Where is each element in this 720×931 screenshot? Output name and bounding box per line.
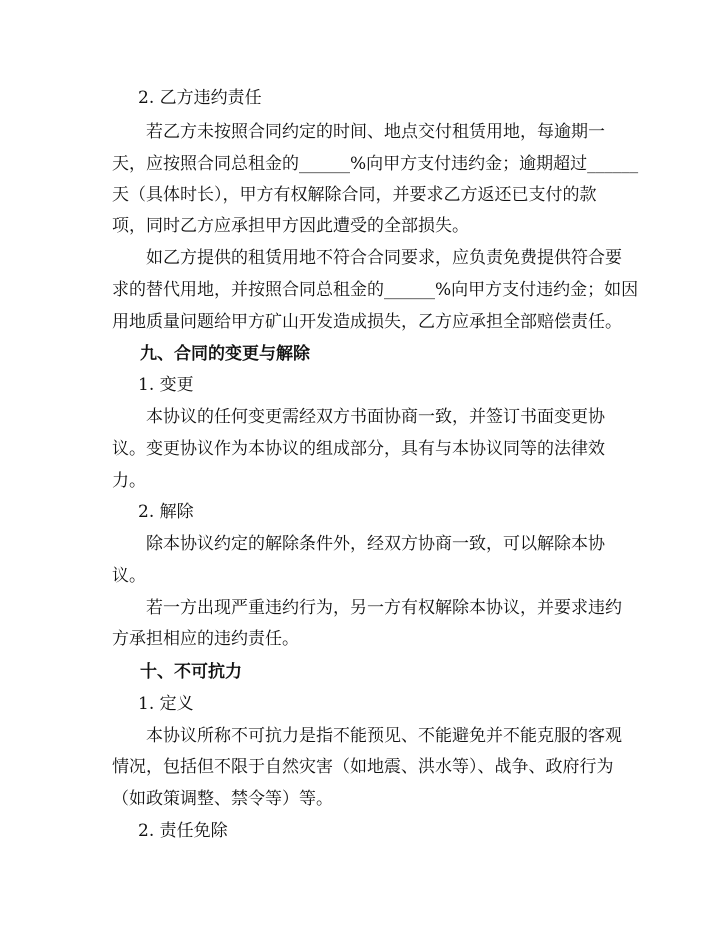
paragraph-line: 除本协议约定的解除条件外，经双方协商一致，可以解除本协	[146, 534, 605, 554]
paragraph-line: 议。	[112, 566, 146, 586]
paragraph-line: 如乙方提供的租赁用地不符合合同要求，应负责免费提供符合要	[146, 248, 622, 268]
subsection-title: 2. 乙方违约责任	[138, 88, 262, 108]
paragraph-line: 项，同时乙方应承担甲方因此遭受的全部损失。	[112, 216, 469, 236]
section-heading: 九、合同的变更与解除	[140, 344, 310, 364]
paragraph-line: 天，应按照合同总租金的______%向甲方支付违约金；逾期超过______	[112, 154, 639, 174]
paragraph-line: 天（具体时长），甲方有权解除合同，并要求乙方返还已支付的款	[112, 185, 597, 205]
paragraph-line: 若一方出现严重违约行为，另一方有权解除本协议，并要求违约	[146, 598, 622, 618]
section-heading: 十、不可抗力	[140, 662, 242, 682]
subsection-title: 2. 责任免除	[138, 821, 228, 841]
paragraph-line: 用地质量问题给甲方矿山开发造成损失，乙方应承担全部赔偿责任。	[112, 312, 622, 332]
subsection-title: 2. 解除	[138, 502, 194, 522]
paragraph-line: 方承担相应的违约责任。	[112, 629, 299, 649]
paragraph-line: 若乙方未按照合同约定的时间、地点交付租赁用地，每逾期一	[146, 122, 605, 142]
subsection-title: 1. 定义	[138, 694, 194, 714]
paragraph-line: 议。变更协议作为本协议的组成部分，具有与本协议同等的法律效	[112, 439, 605, 459]
subsection-title: 1. 变更	[138, 375, 194, 395]
paragraph-line: （如政策调整、禁令等）等。	[112, 789, 333, 809]
paragraph-line: 本协议所称不可抗力是指不能预见、不能避免并不能克服的客观	[146, 726, 622, 746]
paragraph-line: 本协议的任何变更需经双方书面协商一致，并签订书面变更协	[146, 407, 605, 427]
paragraph-line: 求的替代用地，并按照合同总租金的______%向甲方支付违约金；如因	[112, 280, 639, 300]
paragraph-line: 情况，包括但不限于自然灾害（如地震、洪水等）、战争、政府行为	[112, 757, 614, 777]
paragraph-line: 力。	[112, 471, 146, 491]
